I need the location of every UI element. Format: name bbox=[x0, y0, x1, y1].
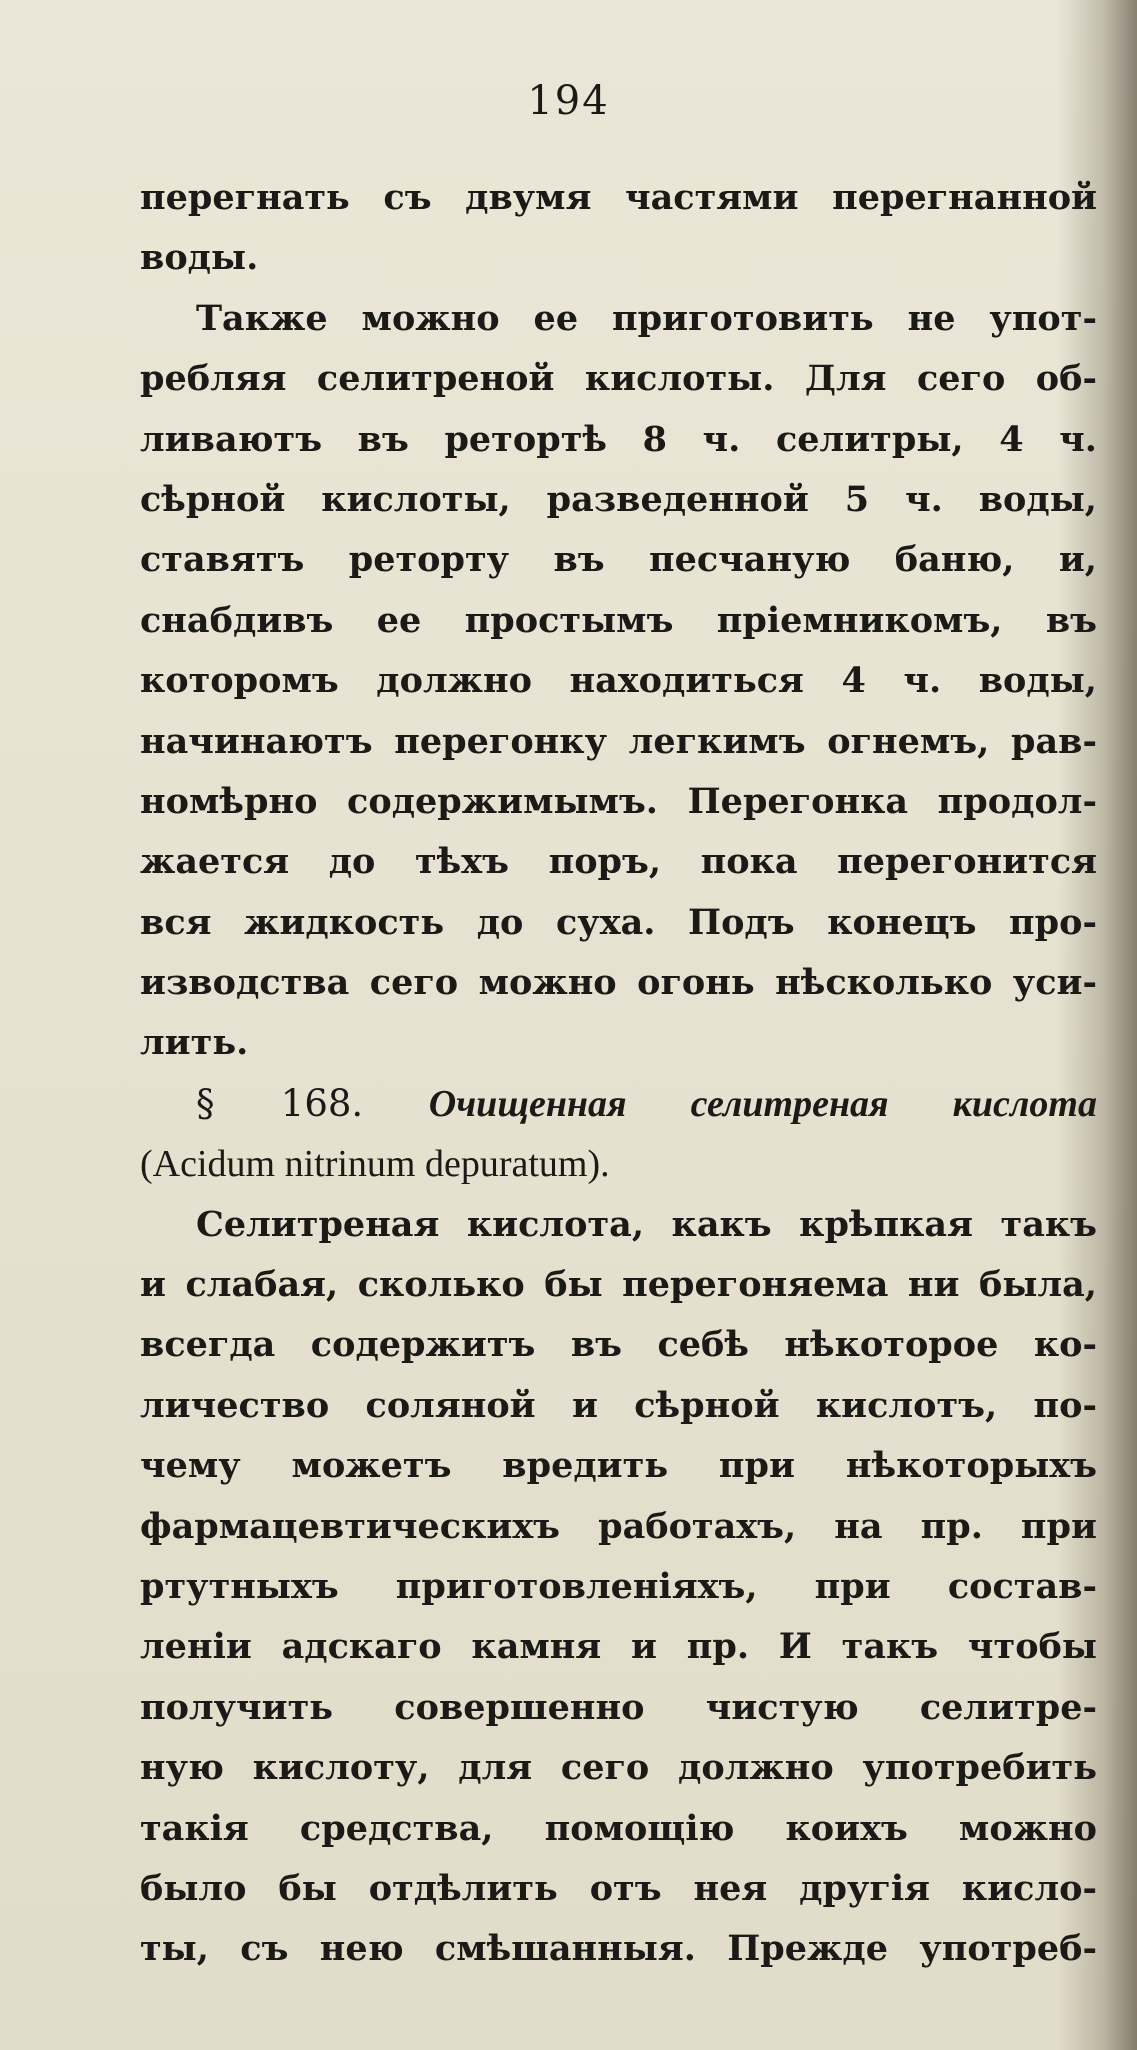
section-title: Очищенная селитреная кислота bbox=[428, 1082, 1097, 1125]
text-line: начинаютъ перегонку легкимъ огнемъ, рав- bbox=[140, 720, 1097, 762]
text-line: ребляя селитреной кислоты. Для сего об- bbox=[140, 358, 1097, 400]
text-line: Селитреная кислота, какъ крѣпкая такъ bbox=[196, 1203, 1097, 1245]
body-text bbox=[140, 168, 1097, 1980]
text-line: чему можетъ вредить при нѣкоторыхъ bbox=[140, 1445, 1097, 1487]
text-line: жается до тѣхъ поръ, пока перегонится bbox=[140, 841, 1097, 883]
text-line: личество соляной и сѣрной кислотъ, по- bbox=[140, 1384, 1097, 1426]
section-heading bbox=[140, 1074, 1097, 1134]
text-line: такiя средства, помощiю коихъ можно bbox=[140, 1807, 1097, 1849]
text-line: получить совершенно чистую селитре- bbox=[140, 1686, 1097, 1728]
text-line: ставятъ реторту въ песчаную баню, и, bbox=[140, 539, 1097, 581]
text-line: снабдивъ ее простымъ прiемникомъ, въ bbox=[140, 599, 1097, 641]
text-line: всегда содержитъ въ себѣ нѣкоторое ко- bbox=[140, 1324, 1097, 1366]
text-line: было бы отдѣлить отъ нея другiя кисло- bbox=[140, 1867, 1097, 1909]
latin-title: (Acidum nitrinum depuratum). bbox=[140, 1143, 610, 1186]
text-line: ливаютъ въ ретортѣ 8 ч. селитры, 4 ч. bbox=[140, 418, 1097, 460]
text-line: ную кислоту, для сего должно употребить bbox=[140, 1747, 1097, 1789]
page-number-text: 194 bbox=[527, 78, 610, 124]
text-line: ленiи адскаго камня и пр. И такъ чтобы bbox=[140, 1626, 1097, 1668]
text-line: которомъ должно находиться 4 ч. воды, bbox=[140, 660, 1097, 702]
section-latin-name bbox=[140, 1134, 1097, 1194]
text-line: и слабая, сколько бы перегоняема ни была, bbox=[140, 1264, 1097, 1306]
page-number bbox=[0, 78, 1137, 124]
section-number: § 168. bbox=[196, 1081, 364, 1125]
text-line: номѣрно содержимымъ. Перегонка продол- bbox=[140, 780, 1097, 822]
text-line: ртутныхъ приготовленiяхъ, при состав- bbox=[140, 1565, 1097, 1607]
text-line: Также можно ее приготовить не упот- bbox=[196, 297, 1097, 339]
text-line: вся жидкость до суха. Подъ конецъ про- bbox=[140, 901, 1097, 943]
text-line: лить. bbox=[140, 1022, 249, 1064]
text-line: перегнать съ двумя частями перегнанной bbox=[140, 177, 1097, 218]
text-line: ты, съ нею смѣшанныя. Прежде употреб- bbox=[140, 1928, 1097, 1970]
text-line: сѣрной кислоты, разведенной 5 ч. воды, bbox=[140, 478, 1097, 520]
text-line: изводства сего можно огонь нѣсколько уси- bbox=[140, 962, 1097, 1004]
text-line: фармацевтическихъ работахъ, на пр. при bbox=[140, 1505, 1097, 1547]
text-line: воды. bbox=[140, 237, 259, 279]
